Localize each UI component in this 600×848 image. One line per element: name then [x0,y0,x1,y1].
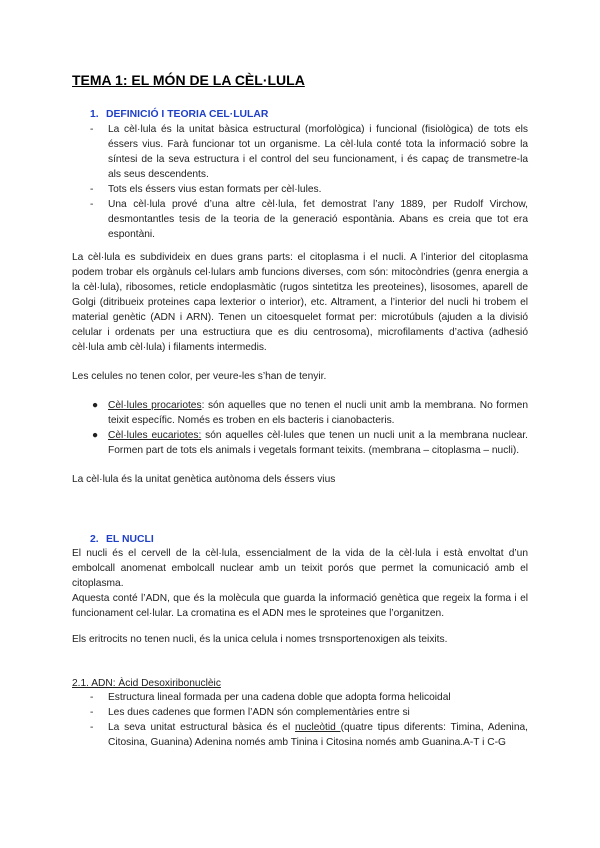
page-title: TEMA 1: EL MÓN DE LA CÈL·LULA [72,72,305,88]
list-item-text: Estructura lineal formada per una cadena doble que adopta forma helicoidal [108,692,451,703]
dash-marker: - [90,707,94,718]
dash-marker: - [90,199,94,210]
bullet-marker: ● [92,400,99,411]
section1-list [72,122,528,242]
section1-number: 1. [90,109,99,120]
section21-heading: 2.1. ADN: Àcid Desoxiribonuclèic [72,678,221,689]
bullet-text: són aquelles cèl·lules que tenen un nucli unit a la membrana nuclear. Formen part de tots els animals i vegetals formant teixits. (membrana – citoplasma – nucli). [108,430,528,456]
nucleus-paragraph: El nucli és el cervell de la cèl·lula, essencialment de la vida de la cèl·lula i està envoltat d’un embolcall anomenat embolcall nuclear amb un teixit porós que permet la comunicació amb el citoplasma. [72,548,528,589]
color-note: Les celules no tenen color, per veure-les s’han de tenyir. [72,371,327,382]
list-item [72,182,528,197]
term-nucleotid: nucleòtid [295,722,341,733]
dna-paragraph: Aquesta conté l’ADN, que és la molècula que guarda la informació genètica que regeix la forma i el funcionament cel·lular. La cromatina es el ADN mes le sproteines que l’organitzen. [72,593,528,619]
closing-sentence: La cèl·lula és la unitat genètica autònoma dels éssers vius [72,474,336,485]
erythrocytes-paragraph: Els eritrocits no tenen nucli, és la unica celula i nomes trsnsportenoxigen als teixits. [72,634,448,645]
list-item-text: Les dues cadenes que formen l’ADN són complementàries entre si [108,707,410,718]
list-item [72,122,528,182]
section2-number: 2. [90,534,99,545]
dna-list [72,690,528,750]
list-item [72,398,528,428]
list-item [72,720,528,750]
bullet-text: són aquelles que no tenen el nucli unit amb la membrana. No formen teixit específic. Només es troben en els bacteris i cianobacteris. [108,400,528,426]
section2-heading [72,532,546,547]
list-item-text: (quatre tipus diferents: Timina, Adenina, Citosina, Guanina) Adenina només amb Tinina i Citosina només amb Guanina.A-T i C-G [108,722,528,748]
list-item-text: Una cèl·lula prové d’una altre cèl·lula, fet demostrat l’any 1889, per Rudolf Virchow, desmontantles tesis de la teoria de la generació espontània. Abans es creia que tot era espontàni. [108,199,528,240]
term-separator: : [201,400,205,411]
list-item-text: La seva unitat estructural bàsica és el [108,722,296,733]
section2-title: EL NUCLI [106,534,154,545]
cell-types-list [72,398,528,458]
list-item [72,705,528,720]
list-item-text: La cèl·lula és la unitat bàsica estructural (morfològica) i funcional (fisiològica) de tots els éssers vius. Farà funcionar tot un organisme. La cèl·lula conté tota la informació sobre la síntesi de la seva estructura i el control del seu funcionament, i és capaç de transmetre-la als seus descendents. [108,124,528,180]
list-item [72,197,528,242]
section1-title: DEFINICIÓ I TEORIA CEL·LULAR [106,109,269,120]
dash-marker: - [90,124,94,135]
dash-marker: - [90,722,94,733]
bullet-marker: ● [92,430,99,441]
cell-parts-paragraph: La cèl·lula es subdivideix en dues grans parts: el citoplasma i el nucli. A l’interior del citoplasma podem trobar els orgànuls cel·lulars amb funcions diverses, com són: mitocòndries (genra energia a la cèl·lula), ribosomes, reticle endoplasmàtic (rugos sintetitza les preoteines), lisosomes, aparell de Golgi (ditribueix proteines capa lexterior o interior), etc. Altrament, a l’interior del nucli hi trobem el material genètic (ADN i ARN). Tenen un citoesquelet format per: microtúbuls (ajuden a la divisió celular i ordenats per una estructiura que es diu centrosoma), microfilaments d’activa (adhesió cèl·lula amb cèl·lula) i filaments intermedis. [72,252,528,353]
dash-marker: - [90,184,94,195]
section1-heading [72,107,546,122]
list-item [72,428,528,458]
dash-marker: - [90,692,94,703]
term-procariotes: Cèl·lules procariotes [108,400,202,411]
list-item-text: Tots els éssers vius estan formats per cèl·lules. [108,184,322,195]
list-item [72,690,528,705]
term-eucariotes: Cèl·lules eucariotes: [108,430,202,441]
